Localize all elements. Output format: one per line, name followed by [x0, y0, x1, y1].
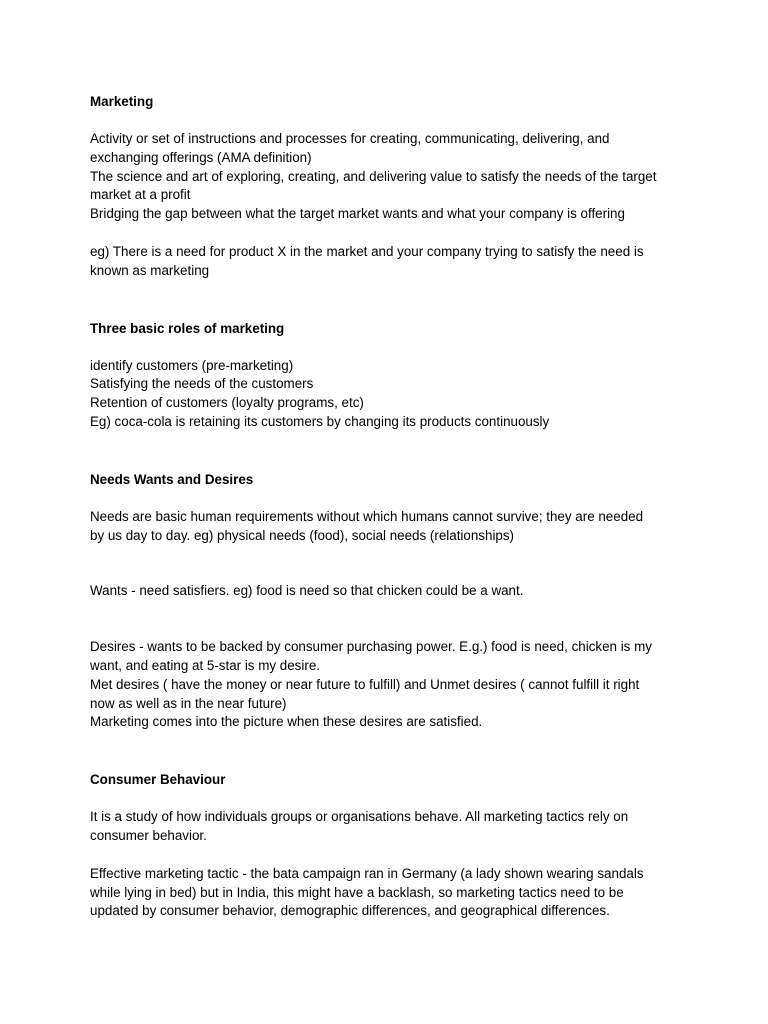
- example-line: eg) There is a need for product X in the market and your company trying to satisfy the need is: [90, 243, 644, 259]
- paragraph-line: Satisfying the needs of the customers: [90, 376, 314, 392]
- paragraph-line: Activity or set of instructions and processes for creating, communicating, delivering, and: [90, 131, 610, 146]
- paragraph-line: consumer behavior.: [90, 827, 207, 843]
- paragraph-line: Marketing comes into the picture when these desires are satisfied.: [90, 714, 483, 730]
- paragraph-line: Retention of customers (loyalty programs, etc): [90, 395, 364, 411]
- paragraph-line: market at a profit: [90, 187, 191, 203]
- paragraph-line: Wants - need satisfiers. eg) food is need so that chicken could be a want.: [90, 583, 524, 599]
- section-heading-needs: Needs Wants and Desires: [90, 471, 254, 487]
- paragraph-line: Desires - wants to be backed by consumer purchasing power. E.g.) food is need, chicken is my: [90, 639, 652, 655]
- paragraph-line: Needs are basic human requirements without which humans cannot survive; they are needed: [90, 508, 644, 524]
- paragraph-line: identify customers (pre-marketing): [90, 357, 294, 373]
- paragraph-line: Bridging the gap between what the target market wants and what your company is offering: [90, 206, 625, 222]
- paragraph-line: now as well as in the near future): [90, 695, 287, 711]
- paragraph-line: It is a study of how individuals groups or organisations behave. All marketing tactics rely on: [90, 809, 629, 825]
- section-heading-consumer-behaviour: Consumer Behaviour: [90, 772, 226, 788]
- paragraph-line: while lying in bed) but in India, this might have a backlash, so marketing tactics need to be: [90, 884, 624, 900]
- paragraph-line: exchanging offerings (AMA definition): [90, 149, 312, 165]
- paragraph-line: The science and art of exploring, creating, and delivering value to satisfy the needs of the target: [90, 168, 657, 184]
- paragraph-line: Eg) coca-cola is retaining its customers by changing its products continuously: [90, 413, 550, 429]
- section-heading-roles: Three basic roles of marketing: [90, 320, 285, 336]
- example-line: known as marketing: [90, 262, 210, 278]
- paragraph-line: Effective marketing tactic - the bata campaign ran in Germany (a lady shown wearing sandals: [90, 865, 644, 881]
- paragraph-line: want, and eating at 5-star is my desire.: [90, 657, 320, 673]
- paragraph-line: Met desires ( have the money or near future to fulfill) and Unmet desires ( cannot fulfill it right: [90, 676, 640, 692]
- paragraph-line: updated by consumer behavior, demographic differences, and geographical differences.: [90, 903, 610, 919]
- paragraph-line: by us day to day. eg) physical needs (food), social needs (relationships): [90, 527, 515, 543]
- section-heading-marketing: Marketing: [90, 94, 154, 109]
